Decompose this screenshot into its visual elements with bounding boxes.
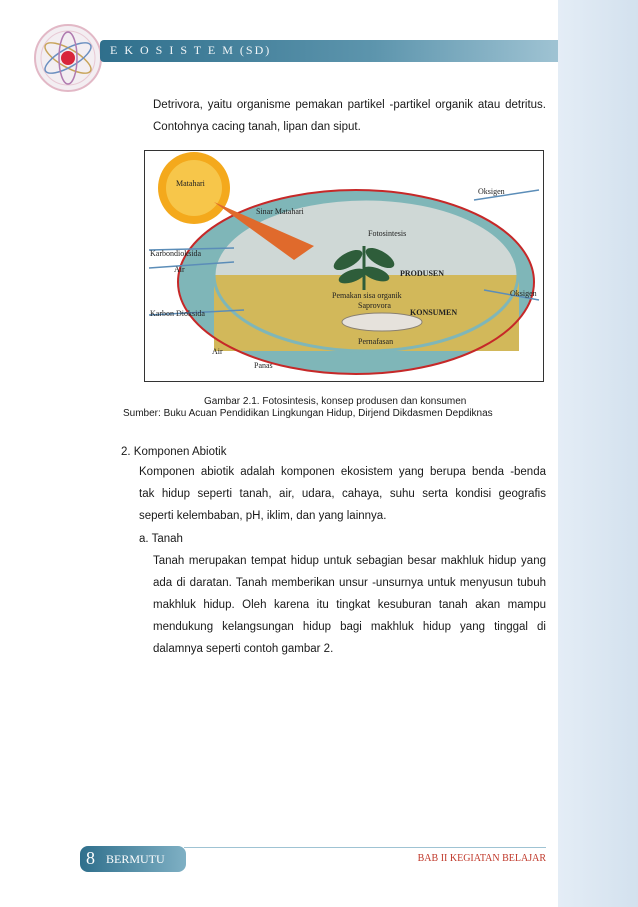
label-oksigen-right: Oksigen <box>510 289 537 298</box>
figure-source: Sumber: Buku Acuan Pendidikan Lingkungan Hidup, Dirjend Dikdasmen Depdiknas <box>123 408 493 419</box>
intro-line-2: Contohnya cacing tanah, lipan dan siput. <box>153 121 361 133</box>
label-konsumen: KONSUMEN <box>410 308 458 317</box>
label-karbon-dioksida: Karbon Dioksida <box>150 309 205 318</box>
subsection-a-line: ada di daratan. Tanah memberikan unsur -unsurnya untuk menyusun tubuh <box>153 577 546 589</box>
label-fotosintesis: Fotosintesis <box>368 229 407 238</box>
label-produsen: PRODUSEN <box>400 269 445 278</box>
figure-caption: Gambar 2.1. Fotosintesis, konsep produsen dan konsumen <box>204 396 467 407</box>
subsection-a-line: Tanah merupakan tempat hidup untuk sebagian besar makhluk hidup yang <box>153 555 546 567</box>
ecosystem-diagram <box>144 150 544 382</box>
section-2-line: seperti kelembaban, pH, iklim, dan yang lainnya. <box>139 510 387 522</box>
subsection-a-line: makhluk hidup. Oleh karena itu tingkat kesuburan tanah akan mampu <box>153 599 546 611</box>
label-pemakan: Pemakan sisa organik <box>332 291 402 300</box>
section-2-line: Komponen abiotik adalah komponen ekosistem yang berupa benda -benda <box>139 466 546 478</box>
intro-line-1: Detrivora, yaitu organisme pemakan partikel -partikel organik atau detritus. <box>153 99 546 111</box>
section-2-line: tak hidup seperti tanah, air, udara, cahaya, suhu serta kondisi geografis <box>139 488 546 500</box>
subsection-a-line: dalamnya seperti contoh gambar 2. <box>153 643 334 655</box>
label-air-1: Air <box>174 265 185 274</box>
label-karbondioksida: Karbondioksida <box>150 249 202 258</box>
footer-rule <box>184 847 546 848</box>
right-sidebar-band <box>558 0 638 907</box>
atom-logo-icon <box>32 22 104 94</box>
sun-icon <box>158 152 230 224</box>
subsection-a-heading: a. Tanah <box>139 533 183 545</box>
footer-chapter: BAB II KEGIATAN BELAJAR <box>417 853 546 864</box>
label-air-2: Air <box>212 347 223 356</box>
label-panas: Panas <box>254 361 273 370</box>
header-title: E K O S I S T E M (SD) <box>110 43 272 57</box>
label-sinar: Sinar Matahari <box>256 207 304 216</box>
page-number: 8 <box>86 848 95 868</box>
label-saprovora: Saprovora <box>358 301 391 310</box>
footer-brand: BERMUTU <box>106 852 165 866</box>
section-2-heading: 2. Komponen Abiotik <box>121 446 227 458</box>
label-matahari: Matahari <box>176 179 205 188</box>
label-oksigen-top: Oksigen <box>478 187 505 196</box>
label-pernafasan: Pernafasan <box>358 337 394 346</box>
subsection-a-line: mendukung kelangsungan hidup bagi makhluk hidup yang tinggal di <box>153 621 546 633</box>
